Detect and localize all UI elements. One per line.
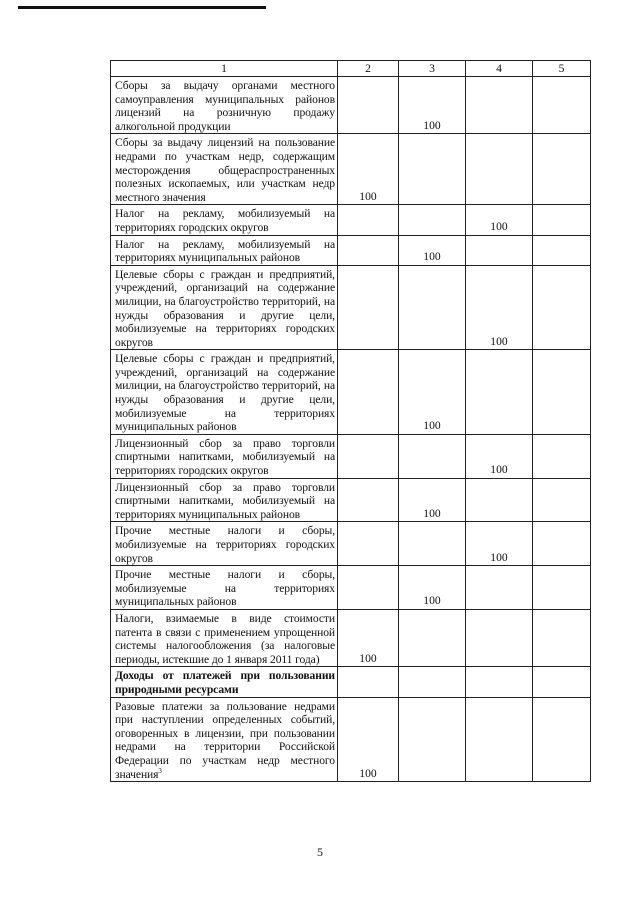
row-value-col-2: 100 xyxy=(338,609,399,666)
row-description: Лицензионный сбор за право торговли спиртными напитками, мобилизуемый на территориях городских округов xyxy=(111,434,338,478)
row-value-col-4 xyxy=(466,566,533,610)
row-value-col-3 xyxy=(399,609,466,666)
row-value-col-5 xyxy=(533,522,591,566)
table-row xyxy=(111,350,591,435)
row-value-col-3: 100 xyxy=(399,350,466,435)
row-value-col-3 xyxy=(399,667,466,697)
row-value-col-3 xyxy=(399,205,466,235)
header-col-2: 2 xyxy=(338,61,399,77)
table-row xyxy=(111,265,591,350)
row-value-col-4 xyxy=(466,134,533,205)
header-col-4: 4 xyxy=(466,61,533,77)
row-value-col-4 xyxy=(466,697,533,782)
row-description: Прочие местные налоги и сборы, мобилизуемые на территориях городских округов xyxy=(111,522,338,566)
row-value-col-3 xyxy=(399,134,466,205)
row-value-col-5 xyxy=(533,566,591,610)
table-row xyxy=(111,134,591,205)
table-row xyxy=(111,77,591,134)
row-value-col-2 xyxy=(338,205,399,235)
row-description: Налог на рекламу, мобилизуемый на территориях муниципальных районов xyxy=(111,235,338,265)
row-value-col-5 xyxy=(533,350,591,435)
row-value-col-4 xyxy=(466,609,533,666)
row-description-text: Разовые платежи за пользование недрами при наступлении определенных событий, оговоренных в лицензии, при пользовании недрами на территории Российской Федерации по участкам недр местного значения xyxy=(115,699,335,781)
row-value-col-2 xyxy=(338,77,399,134)
row-value-col-4 xyxy=(466,350,533,435)
row-description: Лицензионный сбор за право торговли спиртными напитками, мобилизуемый на территориях муниципальных районов xyxy=(111,478,338,522)
row-value-col-3: 100 xyxy=(399,235,466,265)
revenue-distribution-table xyxy=(110,60,591,782)
row-value-col-3: 100 xyxy=(399,478,466,522)
row-value-col-5 xyxy=(533,134,591,205)
table-row xyxy=(111,478,591,522)
row-value-col-2 xyxy=(338,478,399,522)
row-description: Налоги, взимаемые в виде стоимости патента в связи с применением упрощенной системы налогообложения (за налоговые периоды, истекшие до 1 января 2011 года) xyxy=(111,609,338,666)
header-row xyxy=(111,61,591,77)
table-row xyxy=(111,434,591,478)
row-value-col-2 xyxy=(338,434,399,478)
row-value-col-2 xyxy=(338,235,399,265)
table-row xyxy=(111,697,591,782)
row-value-col-5 xyxy=(533,205,591,235)
revenue-table-container xyxy=(110,60,590,782)
header-col-3: 3 xyxy=(399,61,466,77)
row-description: Прочие местные налоги и сборы, мобилизуемые на территориях муниципальных районов xyxy=(111,566,338,610)
row-value-col-4 xyxy=(466,235,533,265)
footnote-marker: 3 xyxy=(158,766,162,775)
row-description: Сборы за выдачу лицензий на пользование недрами по участкам недр, содержащим месторождения общераспространенных полезных ископаемых, или участкам недр местного значения xyxy=(111,134,338,205)
row-value-col-4 xyxy=(466,478,533,522)
row-value-col-3: 100 xyxy=(399,77,466,134)
section-heading-row xyxy=(111,667,591,697)
row-value-col-5 xyxy=(533,697,591,782)
row-value-col-5 xyxy=(533,235,591,265)
row-value-col-3: 100 xyxy=(399,566,466,610)
row-value-col-4: 100 xyxy=(466,265,533,350)
table-row xyxy=(111,522,591,566)
row-description: Сборы за выдачу органами местного самоуправления муниципальных районов лицензий на розничную продажу алкогольной продукции xyxy=(111,77,338,134)
row-value-col-2: 100 xyxy=(338,697,399,782)
row-value-col-2 xyxy=(338,522,399,566)
row-value-col-4 xyxy=(466,77,533,134)
row-value-col-4 xyxy=(466,667,533,697)
row-value-col-3 xyxy=(399,434,466,478)
row-value-col-4: 100 xyxy=(466,522,533,566)
row-value-col-2 xyxy=(338,667,399,697)
row-value-col-2 xyxy=(338,265,399,350)
row-value-col-3 xyxy=(399,697,466,782)
table-row xyxy=(111,235,591,265)
page-number: 5 xyxy=(317,845,323,859)
header-col-5: 5 xyxy=(533,61,591,77)
row-value-col-5 xyxy=(533,609,591,666)
row-value-col-5 xyxy=(533,478,591,522)
row-description xyxy=(111,697,338,782)
row-description: Целевые сборы с граждан и предприятий, учреждений, организаций на содержание милиции, на благоустройство территорий, на нужды образования и другие цели, мобилизуемые на территориях городских округов xyxy=(111,265,338,350)
header-col-1: 1 xyxy=(111,61,338,77)
row-value-col-5 xyxy=(533,265,591,350)
row-description: Налог на рекламу, мобилизуемый на территориях городских округов xyxy=(111,205,338,235)
table-row xyxy=(111,609,591,666)
top-rule xyxy=(18,6,266,9)
row-description: Целевые сборы с граждан и предприятий, учреждений, организаций на содержание милиции, на благоустройство территорий, на нужды образования и другие цели, мобилизуемые на территориях муниципальных районов xyxy=(111,350,338,435)
row-value-col-2 xyxy=(338,350,399,435)
row-value-col-3 xyxy=(399,522,466,566)
row-value-col-5 xyxy=(533,77,591,134)
row-value-col-4: 100 xyxy=(466,205,533,235)
section-heading: Доходы от платежей при пользовании природными ресурсами xyxy=(111,667,338,697)
row-value-col-2: 100 xyxy=(338,134,399,205)
row-value-col-2 xyxy=(338,566,399,610)
row-value-col-4: 100 xyxy=(466,434,533,478)
table-row xyxy=(111,566,591,610)
row-value-col-5 xyxy=(533,434,591,478)
table-row xyxy=(111,205,591,235)
row-value-col-5 xyxy=(533,667,591,697)
row-value-col-3 xyxy=(399,265,466,350)
